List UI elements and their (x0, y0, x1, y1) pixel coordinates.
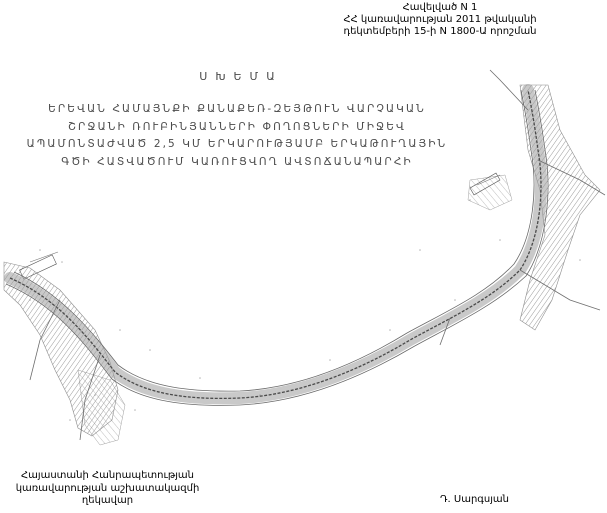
scheme-title-line-1: ԵՐԵՎԱՆ ՀԱՄԱՅՆՔԻ ՔԱՆԱՔԵՌ-ԶԵՅԹՈՒՆ ՎԱՐՉԱԿԱՆ (48, 103, 426, 115)
signatory-name: Դ. Սարգսյան (440, 494, 509, 505)
annex-line-3: դեկտեմբերի 15-ի N 1800-Ա որոշման (343, 26, 537, 37)
scheme-heading: ՍԽԵՄԱ (199, 70, 283, 83)
annex-line-2: ՀՀ կառավարության 2011 թվականի (343, 14, 537, 25)
signatory-org-line-3: ղեկավար (81, 495, 134, 506)
scheme-title-line-2: ՇՐՋԱՆԻ ՌՈՒԲԻՆՅԱՆՆԵՐԻ ՓՈՂՈՑՆԵՐԻ ՄԻՋԵՎ (67, 120, 407, 133)
signatory-position (0, 470, 215, 508)
signatory-org-line-1: Հայաստանի Հանրապետության (20, 470, 195, 481)
signatory-org-line-2: կառավարության աշխատակազմի (15, 482, 200, 494)
annex-line-1: Հավելված N 1 (402, 2, 478, 13)
scheme-title-line-3: ԱՊԱՄՈՆՏԱԺՎԱԾ 2,5 ԿՄ ԵՐԿԱՐՈՒԹՅԱՄԲ ԵՐԿԱԹՈՒՂԱՅԻՆ (26, 138, 448, 150)
map-street-label-marks (30, 175, 500, 262)
scheme-title-line-4: ԳԾԻ ՀԱՏՎԱԾՈՒՄ ԿԱՌՈՒՑՎՈՂ ԱՎՏՈՃԱՆԱՊԱՐՀԻ (61, 155, 413, 168)
